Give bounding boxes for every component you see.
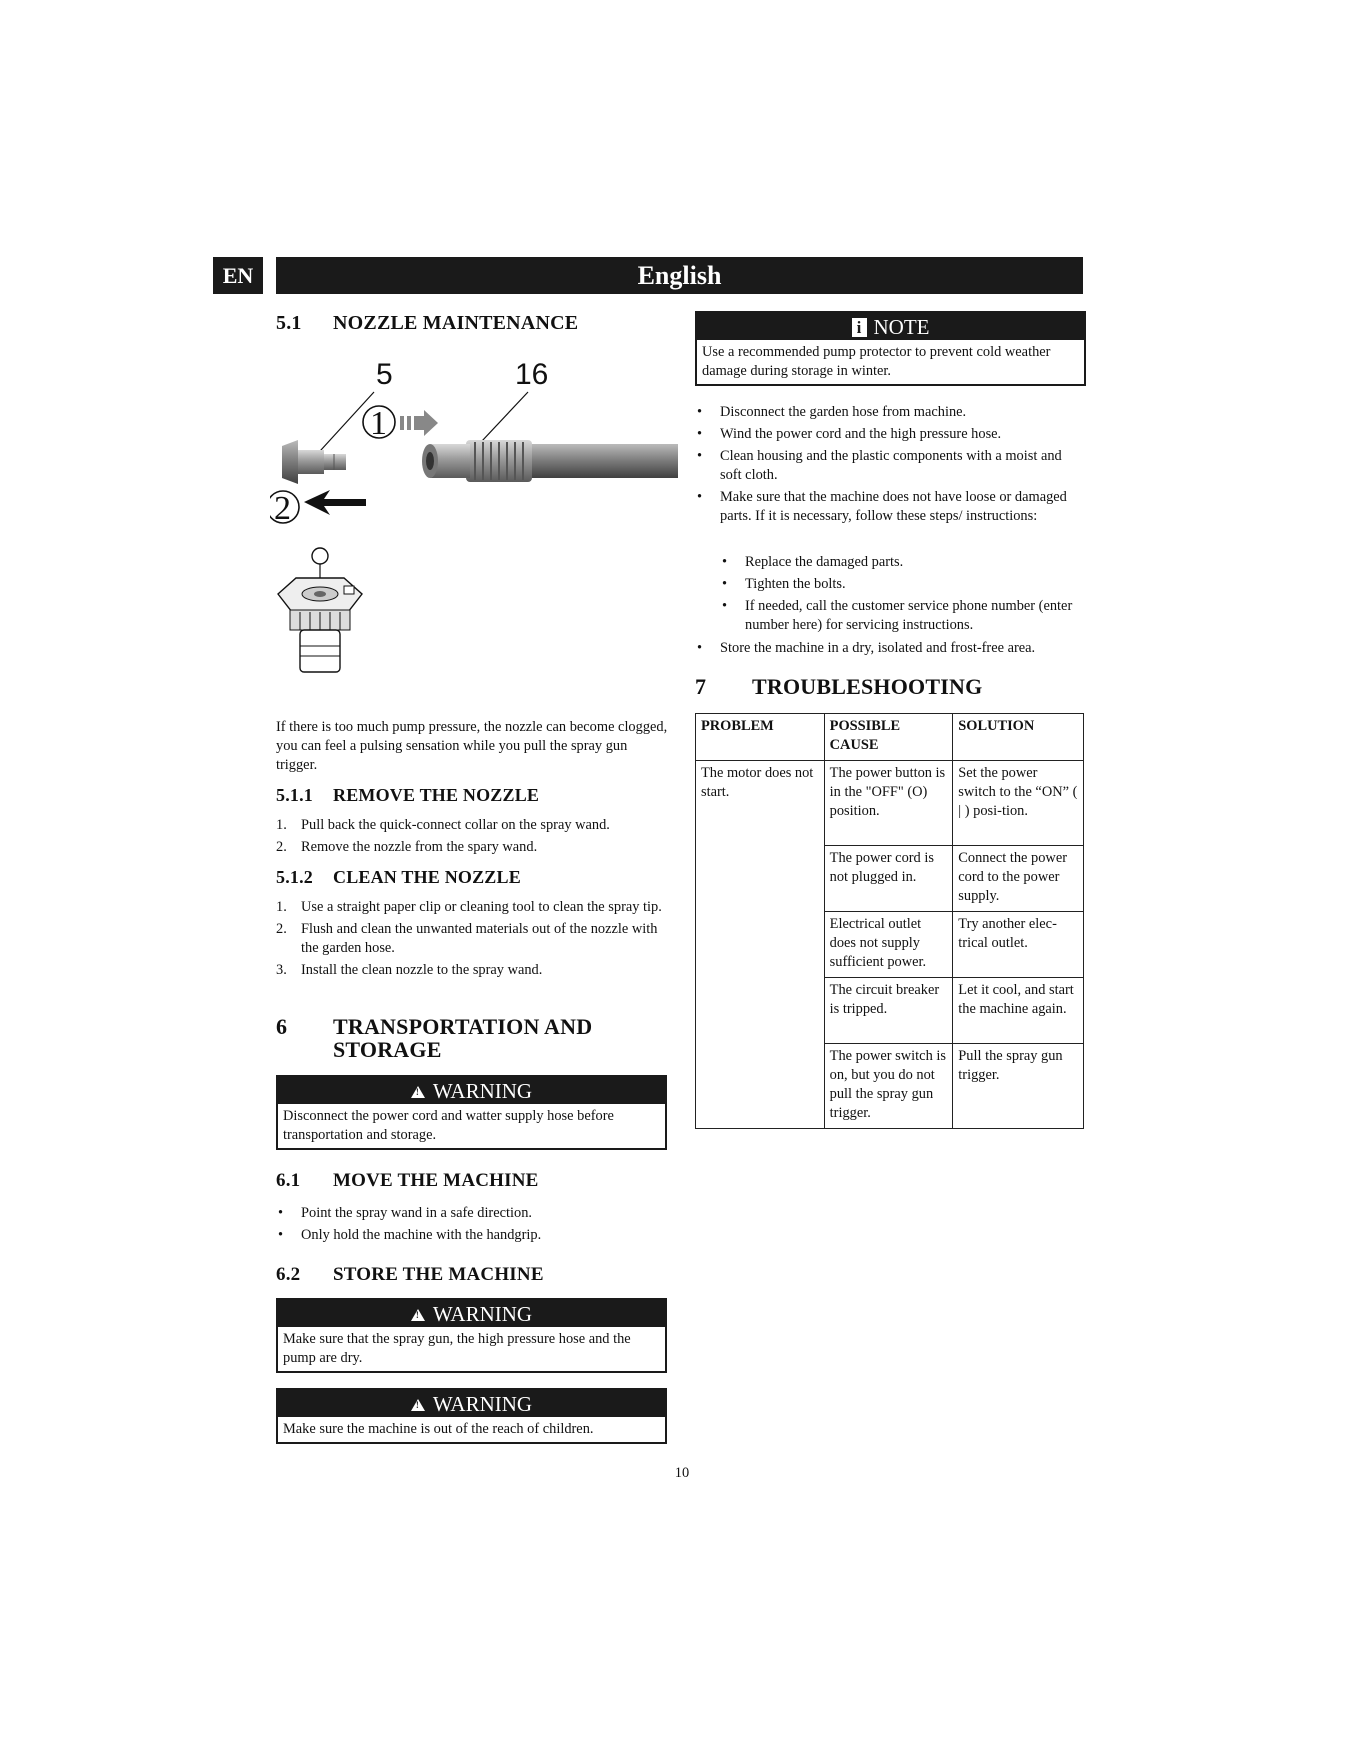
warning-box-transport (276, 1075, 667, 1150)
section-number: 5.1.2 (276, 867, 313, 887)
table-header-row (696, 714, 1084, 761)
language-header-bar: English (276, 257, 1083, 294)
section-heading-6 (276, 1015, 592, 1061)
note-text: Use a recommended pump protector to prevent cold weather damage during storage in winter. (702, 344, 1051, 379)
list-item: 3. Install the clean nozzle to the spray wand. (276, 962, 543, 978)
list-item: • Wind the power cord and the high pressure hose. (697, 426, 1002, 442)
section-title: TROUBLESHOOTING (752, 674, 983, 699)
cause-cell: The power cord is not plugged in. (824, 846, 953, 912)
cause-cell: The power switch is on, but you do not pull the spray gun trigger. (824, 1044, 953, 1129)
list-item: • Store the machine in a dry, isolated and frost-free area. (697, 640, 1036, 656)
nozzle-intro-paragraph: If there is too much pump pressure, the nozzle can become clogged, you can feel a pulsing sensation while you pull the spray gun trigger. (276, 719, 668, 773)
cause-cell: The power button is in the "OFF" (O) position. (824, 761, 953, 846)
warning-title-bar: !WARNING (278, 1390, 665, 1417)
language-code-badge: EN (213, 257, 263, 294)
list-item: • Clean housing and the plastic components with a moist and soft cloth. (697, 448, 1062, 483)
warning-triangle-icon (411, 1086, 425, 1098)
page-number: 10 (674, 1465, 690, 1481)
callout-label-5: 5 (376, 358, 393, 391)
section-heading-5-1 (276, 312, 578, 335)
section-title: NOZZLE MAINTENANCE (333, 312, 579, 334)
section-title: CLEAN THE NOZZLE (333, 867, 521, 887)
remove-nozzle-steps (276, 816, 676, 860)
table-row (696, 761, 1084, 846)
callout-label-16: 16 (515, 358, 549, 391)
section-heading-5-1-2 (276, 867, 521, 888)
problem-cell: The motor does not start. (696, 761, 825, 1129)
solution-cell: Pull the spray gun trigger. (953, 1044, 1084, 1129)
warning-title-bar: !WARNING (278, 1077, 665, 1104)
list-item: • Only hold the machine with the handgrip. (278, 1227, 542, 1243)
section-title-line-2: STORAGE (333, 1037, 442, 1062)
step-1-circle-label: 1 (370, 405, 387, 442)
list-item: • Make sure that the machine does not have loose or damaged parts. If it is necessary, follow these steps/ instructions: (697, 489, 1067, 524)
column-header-cause: POSSIBLE CAUSE (824, 714, 953, 761)
column-header-problem: PROBLEM (696, 714, 825, 761)
list-item: • Replace the damaged parts. (722, 554, 904, 570)
section-heading-5-1-1 (276, 785, 539, 806)
solution-cell: Connect the power cord to the power supply. (953, 846, 1084, 912)
list-item: • Point the spray wand in a safe direction. (278, 1205, 532, 1221)
cause-cell: The circuit breaker is tripped. (824, 978, 953, 1044)
note-box (695, 311, 1086, 386)
section-title-line-1: TRANSPORTATION AND (333, 1014, 593, 1039)
warning-box-children (276, 1388, 667, 1444)
warning-text: Make sure that the spray gun, the high pressure hose and the pump are dry. (283, 1331, 631, 1366)
section-number: 5.1 (276, 312, 302, 334)
column-header-solution: SOLUTION (953, 714, 1084, 761)
warning-text: Disconnect the power cord and watter supply hose before transportation and storage. (283, 1108, 614, 1143)
section-heading-6-2 (276, 1264, 544, 1286)
warning-title-bar: !WARNING (278, 1300, 665, 1327)
list-item: • Tighten the bolts. (722, 576, 846, 592)
cause-cell: Electrical outlet does not supply sufficient power. (824, 912, 953, 978)
list-item: • If needed, call the customer service phone number (enter number here) for servicing instructions. (722, 598, 1073, 633)
section-heading-6-1 (276, 1170, 539, 1192)
section-number: 6 (276, 1014, 288, 1039)
section-title: REMOVE THE NOZZLE (333, 785, 540, 805)
troubleshooting-table (695, 713, 1084, 1129)
warning-triangle-icon (411, 1399, 425, 1411)
section-heading-7 (695, 674, 982, 700)
list-item: 2. Flush and clean the unwanted materials out of the nozzle with the garden hose. (276, 921, 658, 956)
storage-last-bullet (695, 639, 1095, 661)
solution-cell: Let it cool, and start the machine again. (953, 978, 1084, 1044)
solution-cell: Set the power switch to the “ON” ( | ) posi-tion. (953, 761, 1084, 846)
move-machine-bullets (276, 1204, 676, 1248)
warning-text: Make sure the machine is out of the reach of children. (283, 1421, 594, 1437)
list-item: • Disconnect the garden hose from machine. (697, 404, 967, 420)
section-title: STORE THE MACHINE (333, 1264, 544, 1285)
clean-nozzle-steps (276, 898, 676, 983)
storage-steps-bullets (695, 403, 1080, 529)
list-item: 2. Remove the nozzle from the spary wand. (276, 839, 538, 855)
info-icon: i (852, 318, 867, 337)
section-number: 6.2 (276, 1264, 301, 1285)
warning-triangle-icon (411, 1309, 425, 1321)
section-title: MOVE THE MACHINE (333, 1170, 539, 1191)
section-number: 7 (695, 674, 707, 699)
list-item: 1. Pull back the quick-connect collar on the spray wand. (276, 817, 610, 833)
note-title-bar: i NOTE (697, 313, 1084, 340)
list-item: 1. Use a straight paper clip or cleaning tool to clean the spray tip. (276, 899, 662, 915)
solution-cell: Try another elec-trical outlet. (953, 912, 1084, 978)
step-2-circle-label: 2 (274, 490, 291, 527)
section-number: 5.1.1 (276, 785, 313, 805)
storage-sub-bullets (695, 553, 1080, 638)
warning-box-dry (276, 1298, 667, 1373)
section-number: 6.1 (276, 1170, 301, 1191)
nozzle-maintenance-figure (270, 350, 680, 710)
